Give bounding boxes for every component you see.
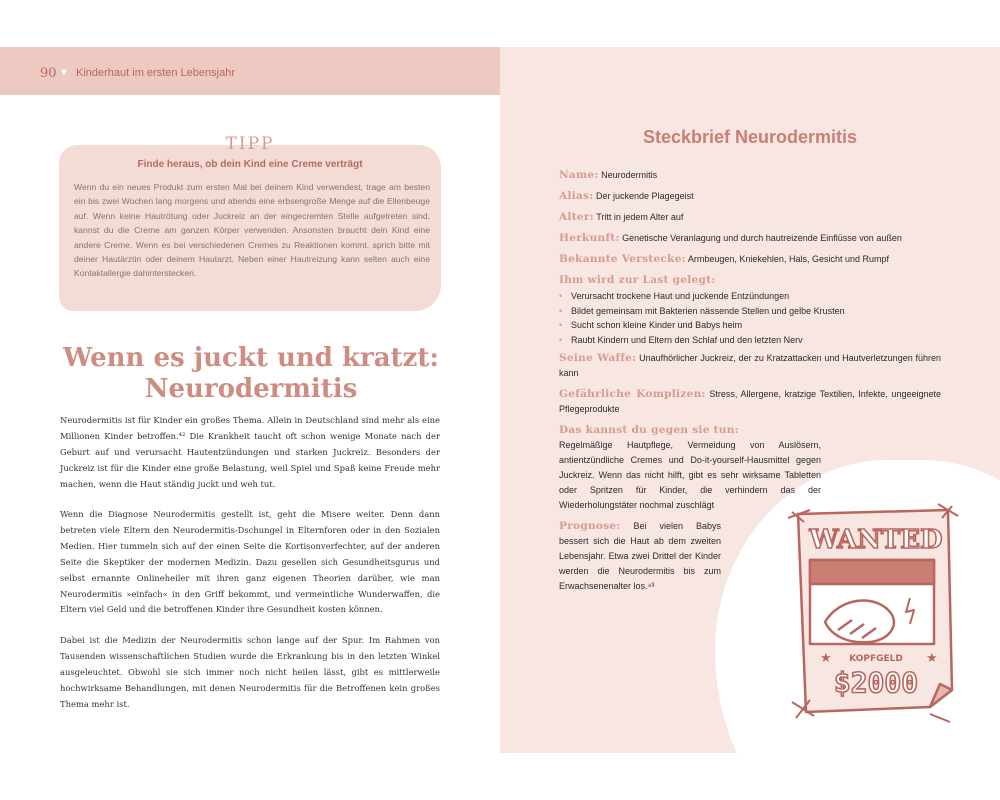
- tip-title: Finde heraus, ob dein Kind eine Creme verträgt: [137, 159, 363, 170]
- profile-value: Genetische Veranlagung und durch hautreizende Einflüsse von außen: [622, 233, 902, 243]
- profile-label: Prognose:: [559, 520, 621, 532]
- profile-value: Der juckende Plagegeist: [596, 191, 694, 201]
- profile-entry-prognose: [559, 519, 721, 594]
- profile-entry-tun: [559, 423, 941, 513]
- article-heading: [60, 343, 442, 405]
- profile-value: Tritt in jedem Alter auf: [596, 212, 684, 222]
- profile-entry-alias: [559, 189, 941, 204]
- poster-reward-label: KOPFGELD: [849, 654, 903, 664]
- poster-title: WANTED: [809, 525, 943, 555]
- article-heading-line-2: Neurodermitis: [144, 374, 358, 404]
- profile-value: Neurodermitis: [601, 170, 658, 180]
- profile-label: Bekannte Verstecke:: [559, 253, 686, 265]
- profile-label: Gefährliche Komplizen:: [559, 388, 706, 400]
- profile-label-line: [559, 423, 941, 438]
- profile-value: Bei vielen Babys bessert sich die Haut ab dem zweiten Lebensjahr. Etwa zwei Drittel der Kinder werden die Neurodermitis bis zum Erwachsenenalter los.⁴³: [559, 521, 721, 591]
- star-icon: ★: [820, 650, 832, 665]
- profile-entry-name: [559, 168, 941, 183]
- article-paragraph: Neurodermitis ist für Kinder ein großes Thema. Allein in Deutschland sind mehr als eine Millionen Kinder betroffen.⁴² Die Krankheit taucht oft schon wenige Monate nach der Geburt auf und verursacht Hautentzündungen und starken Juckreiz. Besonders der Juckreiz ist für die Kinder eine große Belastung, weil Spiel und Spaß keine Freude mehr machen, wenn die Haut ständig juckt und weh tut.: [60, 415, 440, 489]
- list-item: • Sucht schon kleine Kinder und Babys heim: [559, 318, 845, 333]
- article-paragraph: Dabei ist die Medizin der Neurodermitis schon lange auf der Spur. Im Rahmen von Tausenden wissenschaftlichen Studien wurde die Erkrankung bis in den letzten Winkel ausgeleuchtet. Obwohl sie sich immer noch nicht heilen lässt, gibt es mittlerweile hochwirksame Behandlungen, mit denen Neurodermitis für die Betroffenen kein großes Thema mehr ist.: [60, 635, 440, 709]
- profile-label: Herkunft:: [559, 232, 620, 244]
- tip-label: TIPP: [225, 134, 275, 154]
- profile-label: Name:: [559, 169, 599, 181]
- article-heading-line-1: Wenn es juckt und kratzt:: [63, 343, 439, 373]
- profile-entry-verstecke: [559, 252, 949, 267]
- poster-reward-amount: $2000: [833, 666, 919, 699]
- profile-label: Alter:: [559, 211, 594, 223]
- profile-value: Unaufhörlicher Juckreiz, der zu Kratzattacken und Hautverletzungen führen kann: [559, 353, 941, 378]
- tip-text: Wenn du ein neues Produkt zum ersten Mal bei deinem Kind verwendest, trage am besten ein bis zwei Wochen lang morgens und abends eine erbsengroße Menge auf die Ellenbeuge auf. Wenn keine Hautrötung oder Juckreiz an der eingecremten Stelle aufgetreten sind, kannst du die Creme am ganzen Körper verwenden. Ansonsten braucht dein Kind eine andere Creme. Wenn es bei verschiedenen Cremes zu Reaktionen kommt, sprich bitte mit deiner Hautärztin oder deinem Hautarzt. Neben einer Hautreizung kann selten auch eine Kontaktallergie dahinterstecken.: [74, 182, 430, 279]
- profile-entry-alter: [559, 210, 941, 225]
- right-page: [500, 47, 1000, 753]
- star-icon: ★: [926, 650, 938, 665]
- wanted-poster-illustration: [780, 502, 970, 727]
- chapter-title: Kinderhaut im ersten Lebensjahr: [76, 67, 235, 79]
- list-item: • Verursacht trockene Haut und juckende Entzündungen: [559, 289, 845, 304]
- profile-label: Alias:: [559, 190, 594, 202]
- profile-label: Seine Waffe:: [559, 352, 637, 364]
- list-item: • Bildet gemeinsam mit Bakterien nässende Stellen und gelbe Krusten: [559, 304, 845, 319]
- profile-value: Stress, Allergene, kratzige Textilien, Infekte, ungeeignete Pflegeprodukte: [559, 389, 941, 414]
- profile-label: Das kannst du gegen sie tun:: [559, 424, 739, 436]
- list-item: • Raubt Kindern und Eltern den Schlaf und den letzten Nerv: [559, 333, 845, 348]
- charges-list: [559, 289, 845, 347]
- profile-entry-waffe: [559, 351, 941, 381]
- article-paragraph: Wenn die Diagnose Neurodermitis gestellt ist, geht die Misere weiter. Denn dann betreten viele Eltern den Neurodermitis-Dschungel in Elternforen oder in den Sozialen Medien. Hier tummeln sich auf der einen Seite die Kortisonverfechter, auf der anderen Seite die Skeptiker der modernen Medizin. Dazu gesellen sich Gesundheitsgurus und selbst ernannte Onlineheiler mit ihren ganz eigenen Theorien darüber, wie man Neurodermitis »einfach« in den Griff bekommt, und vermeintliche Wunderwaffen, die Eltern viel Geld und die betroffenen Kinder ihre Gesundheit kosten können.: [60, 509, 440, 615]
- heart-icon: ♥: [61, 67, 67, 78]
- profile-label: Ihm wird zur Last gelegt:: [559, 274, 716, 286]
- left-page: [0, 47, 500, 753]
- profile-value: Armbeugen, Kniekehlen, Hals, Gesicht und Rumpf: [687, 254, 889, 264]
- page-number: 90: [40, 66, 57, 81]
- profile-entry-herkunft: [559, 231, 949, 246]
- profile-entry-last: [559, 273, 941, 288]
- page-header: [0, 47, 500, 95]
- profile-entry-komplizen: [559, 387, 941, 417]
- profile-value: Regelmäßige Hautpflege, Vermeidung von Auslösern, antientzündliche Cremes und Do-it-yourself-Hausmittel gegen Juckreiz. Wenn das nicht hilft, gibt es sehr wirksame Tabletten oder Spritzen für Kinder, die verhindern das der Wiederholungstäter nochmal zuschlägt: [559, 440, 821, 510]
- profile-title: Steckbrief Neurodermitis: [642, 127, 858, 147]
